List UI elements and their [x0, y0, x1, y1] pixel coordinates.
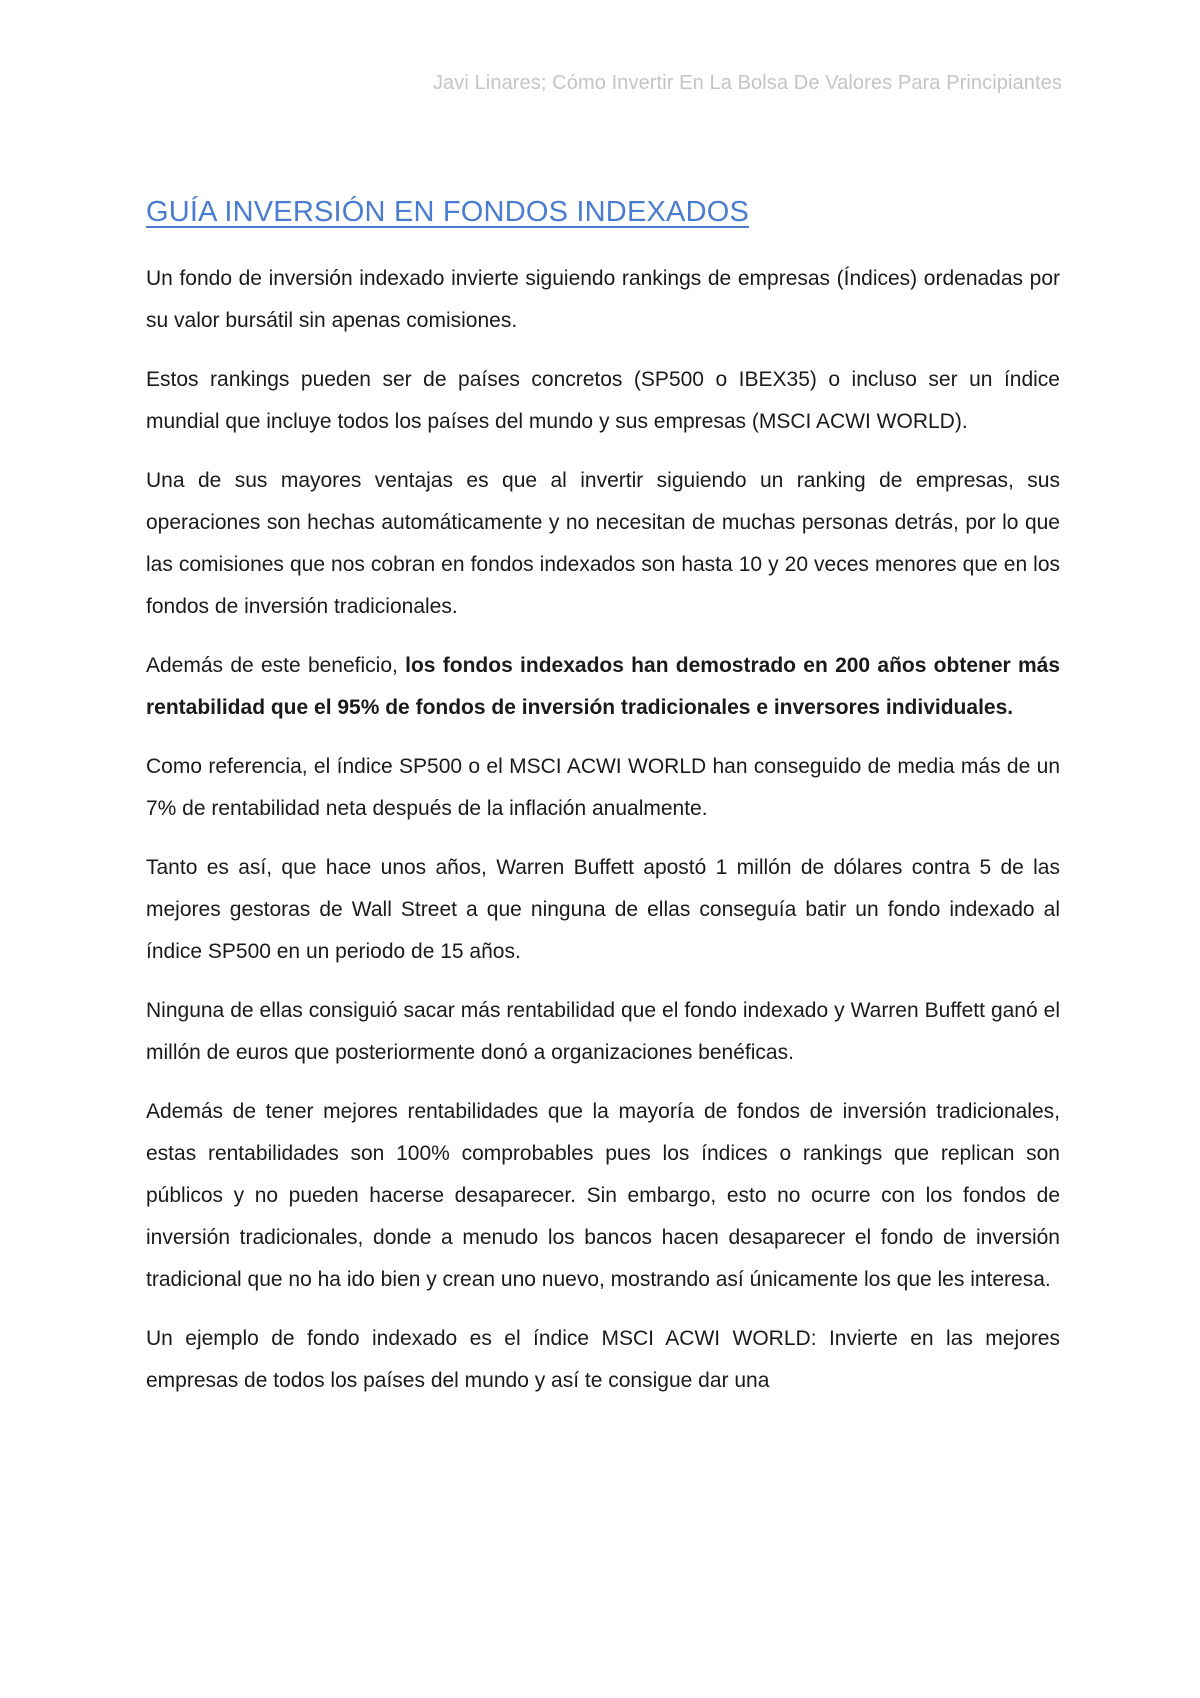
paragraph-reference: Como referencia, el índice SP500 o el MSCI ACWI WORLD han conseguido de media más de un 7% de rentabilidad neta después de la inflación anualmente. [146, 755, 1060, 820]
running-header: Javi Linares; Cómo Invertir En La Bolsa De Valores Para Principiantes [432, 72, 1062, 94]
paragraph-transparency: Además de tener mejores rentabilidades que la mayoría de fondos de inversión tradicionales, estas rentabilidades son 100% comprobables pues los índices o rankings que replican son públicos y no pueden hacerse desaparecer. Sin embargo, esto no ocurre con los fondos de inversión tradicionales, donde a menudo los bancos hacen desaparecer el fondo de inversión tradicional que no ha ido bien y crean uno nuevo, mostrando así únicamente los que les interesa. [146, 1100, 1060, 1291]
paragraph-buffett-result: Ninguna de ellas consiguió sacar más rentabilidad que el fondo indexado y Warren Buffett ganó el millón de euros que posteriormente donó a organizaciones benéficas. [146, 999, 1060, 1064]
paragraph-advantages: Una de sus mayores ventajas es que al invertir siguiendo un ranking de empresas, sus operaciones son hechas automáticamente y no necesitan de muchas personas detrás, por lo que las comisiones que nos cobran en fondos indexados son hasta 10 y 20 veces menores que en los fondos de inversión tradicionales. [146, 469, 1060, 618]
paragraph-example: Un ejemplo de fondo indexado es el índice MSCI ACWI WORLD: Invierte en las mejores empresas de todos los países del mundo y así te consigue dar una [146, 1327, 1060, 1392]
paragraph-performance-emphasis: los fondos indexados han demostrado en 200 años obtener más rentabilidad que el 95% de fondos de inversión tradicionales e inversores individuales. [146, 654, 1061, 719]
section-title: GUÍA INVERSIÓN EN FONDOS INDEXADOS [146, 196, 750, 228]
paragraph-definition: Un fondo de inversión indexado invierte siguiendo rankings de empresas (Índices) ordenadas por su valor bursátil sin apenas comisiones. [146, 267, 1060, 332]
paragraph-rankings: Estos rankings pueden ser de países concretos (SP500 o IBEX35) o incluso ser un índice mundial que incluye todos los países del mundo y sus empresas (MSCI ACWI WORLD). [146, 368, 1060, 433]
page-content [146, 192, 1060, 1419]
paragraph-performance [146, 645, 1060, 729]
paragraph-buffett-bet: Tanto es así, que hace unos años, Warren Buffett apostó 1 millón de dólares contra 5 de las mejores gestoras de Wall Street a que ninguna de ellas conseguía batir un fondo indexado al índice SP500 en un periodo de 15 años. [146, 856, 1060, 963]
paragraph-performance-lead: Además de este beneficio, [146, 654, 406, 677]
